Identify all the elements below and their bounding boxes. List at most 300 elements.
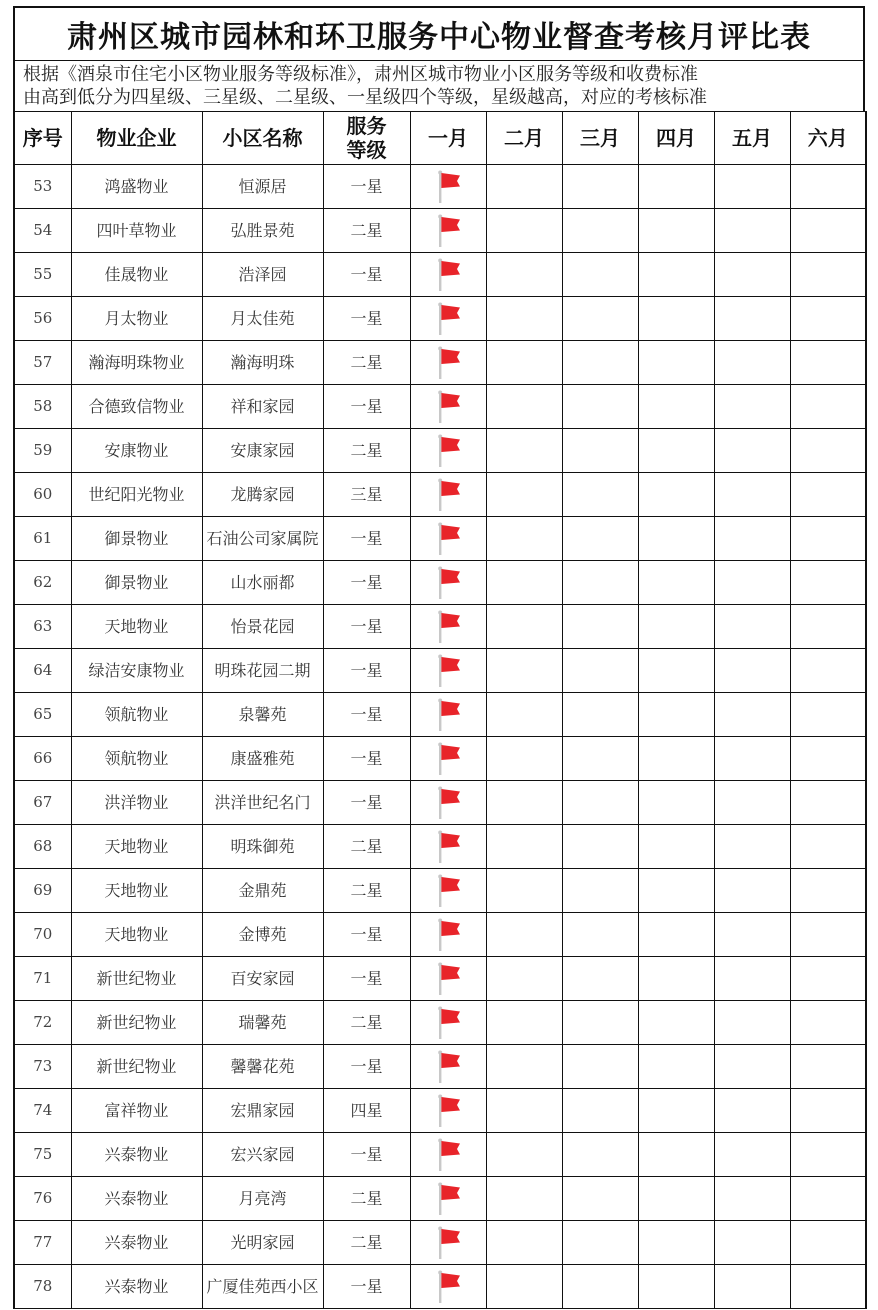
cell-company: 安康物业: [71, 429, 202, 473]
table-row: [14, 869, 866, 913]
table-row: [14, 165, 866, 209]
cell-may: [714, 209, 790, 253]
community-name: 月太佳苑: [230, 309, 295, 328]
cell-feb: [486, 341, 562, 385]
cell-no: 68: [14, 825, 71, 869]
cell-feb: [486, 737, 562, 781]
cell-jan: [410, 825, 486, 869]
cell-jan: [410, 693, 486, 737]
table-row: [14, 341, 866, 385]
cell-jun: [790, 781, 866, 825]
cell-mar: [562, 165, 638, 209]
cell-company: 富祥物业: [71, 1089, 202, 1133]
cell-jan: [410, 473, 486, 517]
cell-mar: [562, 429, 638, 473]
cell-apr: [638, 473, 714, 517]
cell-level: 二星: [323, 1001, 410, 1045]
cell-jan: [410, 341, 486, 385]
cell-jan: [410, 1045, 486, 1089]
cell-may: [714, 429, 790, 473]
cell-jan: [410, 429, 486, 473]
cell-feb: [486, 297, 562, 341]
cell-no: 58: [14, 385, 71, 429]
red-flag-icon: [433, 874, 463, 908]
cell-jan: [410, 165, 486, 209]
cell-no: 65: [14, 693, 71, 737]
cell-jan: [410, 209, 486, 253]
cell-company: 兴泰物业: [71, 1177, 202, 1221]
community-name: 康盛雅苑: [230, 749, 295, 768]
cell-apr: [638, 737, 714, 781]
cell-apr: [638, 781, 714, 825]
cell-may: [714, 165, 790, 209]
table-row: [14, 1045, 866, 1089]
cell-mar: [562, 253, 638, 297]
community-name: 金鼎苑: [238, 881, 287, 900]
cell-mar: [562, 1001, 638, 1045]
cell-apr: [638, 297, 714, 341]
cell-mar: [562, 649, 638, 693]
cell-apr: [638, 605, 714, 649]
cell-community: [202, 1089, 323, 1133]
cell-company: 御景物业: [71, 561, 202, 605]
cell-may: [714, 781, 790, 825]
cell-no: 63: [14, 605, 71, 649]
table-row: [14, 913, 866, 957]
community-name: 安康家园: [230, 441, 295, 460]
cell-community: [202, 429, 323, 473]
cell-jan: [410, 385, 486, 429]
cell-apr: [638, 1221, 714, 1265]
cell-may: [714, 693, 790, 737]
table-row: [14, 429, 866, 473]
cell-jun: [790, 737, 866, 781]
red-flag-icon: [433, 346, 463, 380]
table-row: [14, 1177, 866, 1221]
cell-level: 一星: [323, 385, 410, 429]
cell-community: [202, 473, 323, 517]
cell-company: 月太物业: [71, 297, 202, 341]
community-name: 恒源居: [238, 177, 287, 196]
cell-jun: [790, 1177, 866, 1221]
community-name: 百安家园: [230, 969, 295, 988]
cell-company: 天地物业: [71, 605, 202, 649]
table-row: [14, 957, 866, 1001]
cell-may: [714, 341, 790, 385]
community-name: 浩泽园: [238, 265, 287, 284]
red-flag-icon: [433, 302, 463, 336]
cell-community: [202, 649, 323, 693]
cell-company: 天地物业: [71, 913, 202, 957]
cell-may: [714, 605, 790, 649]
cell-company: 四叶草物业: [71, 209, 202, 253]
red-flag-icon: [433, 830, 463, 864]
cell-level: 二星: [323, 825, 410, 869]
cell-mar: [562, 869, 638, 913]
cell-level: 三星: [323, 473, 410, 517]
cell-feb: [486, 869, 562, 913]
cell-jan: [410, 1001, 486, 1045]
cell-mar: [562, 473, 638, 517]
red-flag-icon: [433, 214, 463, 248]
community-name: 弘胜景苑: [230, 221, 295, 240]
cell-level: 一星: [323, 1265, 410, 1309]
cell-feb: [486, 1221, 562, 1265]
evaluation-table: [13, 111, 867, 1309]
cell-mar: [562, 1221, 638, 1265]
col-header-community: 小区名称: [202, 112, 323, 165]
cell-may: [714, 957, 790, 1001]
cell-jun: [790, 1045, 866, 1089]
cell-company: 合德致信物业: [71, 385, 202, 429]
community-name: 山水丽都: [230, 573, 295, 592]
red-flag-icon: [433, 1270, 463, 1304]
cell-jun: [790, 825, 866, 869]
cell-jun: [790, 913, 866, 957]
cell-feb: [486, 561, 562, 605]
cell-community: [202, 869, 323, 913]
cell-feb: [486, 1045, 562, 1089]
cell-jun: [790, 253, 866, 297]
cell-level: 一星: [323, 1045, 410, 1089]
evaluation-sheet: [13, 6, 865, 1309]
community-name: 馨馨花苑: [230, 1057, 295, 1076]
table-row: [14, 737, 866, 781]
cell-may: [714, 473, 790, 517]
community-name: 明珠御苑: [230, 837, 295, 856]
col-header-jan: 一月: [410, 112, 486, 165]
cell-may: [714, 561, 790, 605]
cell-jan: [410, 869, 486, 913]
red-flag-icon: [433, 1006, 463, 1040]
cell-company: 瀚海明珠物业: [71, 341, 202, 385]
red-flag-icon: [433, 962, 463, 996]
cell-community: [202, 561, 323, 605]
cell-no: 54: [14, 209, 71, 253]
cell-mar: [562, 605, 638, 649]
red-flag-icon: [433, 566, 463, 600]
cell-may: [714, 1177, 790, 1221]
cell-no: 71: [14, 957, 71, 1001]
cell-jun: [790, 561, 866, 605]
cell-may: [714, 737, 790, 781]
cell-community: [202, 341, 323, 385]
table-row: [14, 473, 866, 517]
cell-no: 66: [14, 737, 71, 781]
cell-level: 一星: [323, 605, 410, 649]
community-name: 金博苑: [238, 925, 287, 944]
cell-jan: [410, 517, 486, 561]
table-row: [14, 385, 866, 429]
cell-apr: [638, 1177, 714, 1221]
cell-may: [714, 1265, 790, 1309]
cell-level: 二星: [323, 1221, 410, 1265]
cell-jun: [790, 1221, 866, 1265]
cell-apr: [638, 209, 714, 253]
cell-jun: [790, 869, 866, 913]
community-name: 宏兴家园: [230, 1145, 295, 1164]
red-flag-icon: [433, 742, 463, 776]
cell-may: [714, 1089, 790, 1133]
cell-apr: [638, 385, 714, 429]
cell-company: 御景物业: [71, 517, 202, 561]
red-flag-icon: [433, 170, 463, 204]
red-flag-icon: [433, 654, 463, 688]
cell-may: [714, 869, 790, 913]
community-name: 泉馨苑: [238, 705, 287, 724]
cell-feb: [486, 825, 562, 869]
cell-jun: [790, 385, 866, 429]
cell-no: 61: [14, 517, 71, 561]
cell-jun: [790, 1089, 866, 1133]
cell-apr: [638, 517, 714, 561]
cell-level: 二星: [323, 209, 410, 253]
cell-no: 55: [14, 253, 71, 297]
community-name: 明珠花园二期: [214, 661, 311, 680]
col-header-apr: 四月: [638, 112, 714, 165]
cell-feb: [486, 1177, 562, 1221]
cell-may: [714, 825, 790, 869]
red-flag-icon: [433, 610, 463, 644]
cell-no: 64: [14, 649, 71, 693]
cell-feb: [486, 385, 562, 429]
table-row: [14, 1089, 866, 1133]
cell-level: 一星: [323, 781, 410, 825]
cell-feb: [486, 165, 562, 209]
table-row: [14, 1133, 866, 1177]
cell-may: [714, 1133, 790, 1177]
cell-may: [714, 297, 790, 341]
cell-no: 75: [14, 1133, 71, 1177]
cell-jun: [790, 1001, 866, 1045]
cell-apr: [638, 869, 714, 913]
red-flag-icon: [433, 478, 463, 512]
table-row: [14, 253, 866, 297]
red-flag-icon: [433, 390, 463, 424]
table-row: [14, 693, 866, 737]
red-flag-icon: [433, 1182, 463, 1216]
cell-community: [202, 1045, 323, 1089]
cell-mar: [562, 781, 638, 825]
red-flag-icon: [433, 698, 463, 732]
community-name: 洪洋世纪名门: [214, 793, 311, 812]
cell-no: 60: [14, 473, 71, 517]
cell-no: 67: [14, 781, 71, 825]
col-header-jun: 六月: [790, 112, 866, 165]
cell-mar: [562, 561, 638, 605]
cell-company: 新世纪物业: [71, 1001, 202, 1045]
cell-mar: [562, 1177, 638, 1221]
cell-community: [202, 1177, 323, 1221]
table-row: [14, 1001, 866, 1045]
cell-company: 领航物业: [71, 737, 202, 781]
community-name: 祥和家园: [230, 397, 295, 416]
cell-level: 一星: [323, 253, 410, 297]
cell-jan: [410, 649, 486, 693]
cell-no: 74: [14, 1089, 71, 1133]
cell-jun: [790, 1265, 866, 1309]
cell-level: 一星: [323, 649, 410, 693]
cell-community: [202, 253, 323, 297]
cell-level: 一星: [323, 737, 410, 781]
red-flag-icon: [433, 1050, 463, 1084]
table-row: [14, 781, 866, 825]
cell-mar: [562, 693, 638, 737]
cell-community: [202, 957, 323, 1001]
cell-community: [202, 209, 323, 253]
cell-mar: [562, 297, 638, 341]
cell-mar: [562, 341, 638, 385]
cell-jun: [790, 429, 866, 473]
cell-no: 76: [14, 1177, 71, 1221]
cell-jun: [790, 957, 866, 1001]
table-row: [14, 1221, 866, 1265]
cell-apr: [638, 1133, 714, 1177]
cell-level: 一星: [323, 913, 410, 957]
cell-company: 天地物业: [71, 825, 202, 869]
cell-jan: [410, 561, 486, 605]
cell-mar: [562, 913, 638, 957]
cell-no: 69: [14, 869, 71, 913]
cell-apr: [638, 1045, 714, 1089]
community-name: 宏鼎家园: [230, 1101, 295, 1120]
table-row: [14, 649, 866, 693]
cell-mar: [562, 1133, 638, 1177]
cell-jan: [410, 737, 486, 781]
red-flag-icon: [433, 1226, 463, 1260]
cell-jun: [790, 341, 866, 385]
header-row: [14, 112, 866, 165]
cell-no: 57: [14, 341, 71, 385]
cell-community: [202, 825, 323, 869]
cell-feb: [486, 957, 562, 1001]
cell-may: [714, 1221, 790, 1265]
community-name: 光明家园: [230, 1233, 295, 1252]
cell-level: 一星: [323, 297, 410, 341]
cell-apr: [638, 1265, 714, 1309]
cell-level: 一星: [323, 1133, 410, 1177]
cell-mar: [562, 825, 638, 869]
cell-level: 二星: [323, 1177, 410, 1221]
cell-may: [714, 385, 790, 429]
cell-feb: [486, 605, 562, 649]
cell-no: 53: [14, 165, 71, 209]
table-row: [14, 517, 866, 561]
cell-jan: [410, 1221, 486, 1265]
cell-jan: [410, 1265, 486, 1309]
cell-community: [202, 297, 323, 341]
cell-feb: [486, 913, 562, 957]
cell-feb: [486, 429, 562, 473]
cell-jun: [790, 165, 866, 209]
cell-company: 新世纪物业: [71, 1045, 202, 1089]
cell-apr: [638, 253, 714, 297]
cell-no: 59: [14, 429, 71, 473]
cell-level: 一星: [323, 165, 410, 209]
cell-jan: [410, 957, 486, 1001]
cell-community: [202, 1001, 323, 1045]
cell-apr: [638, 693, 714, 737]
cell-level: 四星: [323, 1089, 410, 1133]
cell-jan: [410, 1089, 486, 1133]
cell-apr: [638, 429, 714, 473]
cell-community: [202, 693, 323, 737]
col-header-no: 序号: [14, 112, 71, 165]
cell-apr: [638, 165, 714, 209]
table-row: [14, 297, 866, 341]
community-name: 石油公司家属院: [206, 529, 319, 548]
cell-no: 70: [14, 913, 71, 957]
cell-no: 77: [14, 1221, 71, 1265]
cell-feb: [486, 1001, 562, 1045]
red-flag-icon: [433, 1094, 463, 1128]
cell-no: 73: [14, 1045, 71, 1089]
cell-no: 78: [14, 1265, 71, 1309]
col-header-company: 物业企业: [71, 112, 202, 165]
cell-jan: [410, 1133, 486, 1177]
cell-apr: [638, 825, 714, 869]
cell-apr: [638, 913, 714, 957]
table-row: [14, 825, 866, 869]
cell-feb: [486, 693, 562, 737]
red-flag-icon: [433, 434, 463, 468]
cell-no: 62: [14, 561, 71, 605]
table-body: [14, 165, 866, 1309]
table-row: [14, 209, 866, 253]
cell-feb: [486, 649, 562, 693]
cell-apr: [638, 341, 714, 385]
cell-may: [714, 517, 790, 561]
red-flag-icon: [433, 258, 463, 292]
standard-note: [13, 61, 865, 111]
cell-jan: [410, 297, 486, 341]
cell-apr: [638, 649, 714, 693]
table-row: [14, 1265, 866, 1309]
cell-community: [202, 1221, 323, 1265]
cell-apr: [638, 1001, 714, 1045]
cell-level: 一星: [323, 561, 410, 605]
cell-company: 佳晟物业: [71, 253, 202, 297]
cell-feb: [486, 1089, 562, 1133]
cell-company: 鸿盛物业: [71, 165, 202, 209]
cell-level: 二星: [323, 869, 410, 913]
cell-jun: [790, 649, 866, 693]
cell-jan: [410, 1177, 486, 1221]
cell-jan: [410, 253, 486, 297]
cell-mar: [562, 209, 638, 253]
cell-may: [714, 253, 790, 297]
community-name: 龙腾家园: [230, 485, 295, 504]
cell-jan: [410, 913, 486, 957]
col-header-feb: 二月: [486, 112, 562, 165]
cell-community: [202, 781, 323, 825]
cell-community: [202, 913, 323, 957]
cell-mar: [562, 385, 638, 429]
cell-jun: [790, 517, 866, 561]
cell-feb: [486, 473, 562, 517]
cell-company: 绿洁安康物业: [71, 649, 202, 693]
cell-apr: [638, 561, 714, 605]
cell-level: 一星: [323, 517, 410, 561]
cell-community: [202, 737, 323, 781]
cell-mar: [562, 1265, 638, 1309]
red-flag-icon: [433, 786, 463, 820]
note-line-2: 由高到低分为四星级、三星级、二星级、一星级四个等级，星级越高，对应的考核标准: [23, 87, 707, 108]
cell-mar: [562, 517, 638, 561]
cell-mar: [562, 1089, 638, 1133]
table-row: [14, 561, 866, 605]
cell-no: 56: [14, 297, 71, 341]
